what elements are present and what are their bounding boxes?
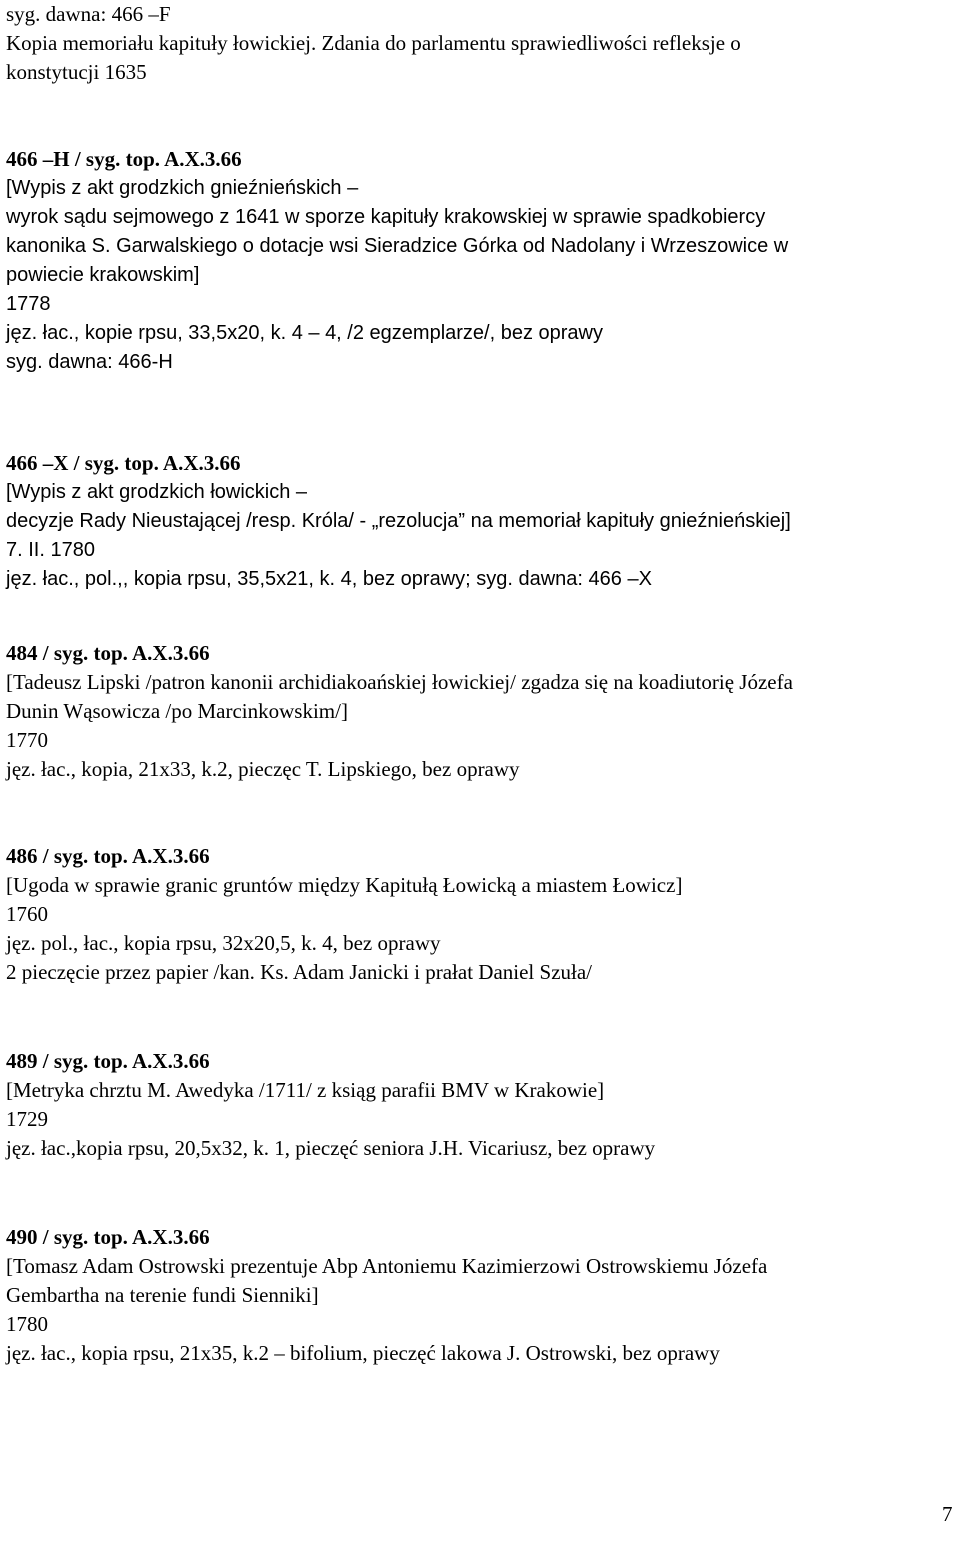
entry-line: konstytucji 1635 (6, 60, 147, 84)
entry-line: syg. dawna: 466-H (6, 351, 173, 373)
entry-line: [Wypis z akt grodzkich gnieźnieńskich – (6, 177, 359, 199)
catalog-entry (6, 1047, 951, 1163)
entry-line: jęz. łac., kopia rpsu, 21x35, k.2 – bifolium, pieczęć lakowa J. Ostrowski, bez oprawy (6, 1341, 720, 1365)
catalog-entry (6, 145, 951, 377)
entry-line: kanonika S. Garwalskiego o dotacje wsi Sieradzice Górka od Nadolany i Wrzeszowice w (6, 235, 789, 257)
catalog-entry (6, 639, 951, 784)
entry-line: [Tadeusz Lipski /patron kanonii archidiakoańskiej łowickiej/ zgadza się na koadiutorię Józefa (6, 670, 793, 694)
entry-line: Kopia memoriału kapituły łowickiej. Zdania do parlamentu sprawiedliwości refleksje o (6, 31, 741, 55)
entry-line: jęz. łac., kopie rpsu, 33,5x20, k. 4 – 4, /2 egzemplarze/, bez oprawy (6, 322, 603, 344)
entry-line: jęz. pol., łac., kopia rpsu, 32x20,5, k. 4, bez oprawy (6, 931, 441, 955)
entry-line: 1778 (6, 293, 51, 315)
entry-line: [Tomasz Adam Ostrowski prezentuje Abp Antoniemu Kazimierzowi Ostrowskiemu Józefa (6, 1254, 768, 1278)
entry-line: [Metryka chrztu M. Awedyka /1711/ z ksiąg parafii BMV w Krakowie] (6, 1078, 605, 1102)
entry-line: jęz. łac., kopia, 21x33, k.2, pieczęc T. Lipskiego, bez oprawy (6, 757, 520, 781)
entry-header: 490 / syg. top. A.X.3.66 (6, 1225, 210, 1249)
entry-header: 466 –H / syg. top. A.X.3.66 (6, 147, 242, 171)
document-page (6, 0, 951, 1368)
entry-line: jęz. łac., pol.,, kopia rpsu, 35,5x21, k. 4, bez oprawy; syg. dawna: 466 –X (6, 568, 652, 590)
entry-line: [Ugoda w sprawie granic gruntów między Kapitułą Łowicką a miastem Łowicz] (6, 873, 683, 897)
page-number: 7 (942, 1502, 953, 1526)
entry-header: 484 / syg. top. A.X.3.66 (6, 641, 210, 665)
entry-line: wyrok sądu sejmowego z 1641 w sporze kapituły krakowskiej w sprawie spadkobiercy (6, 206, 766, 228)
entry-header: 466 –X / syg. top. A.X.3.66 (6, 451, 241, 475)
entry-line: syg. dawna: 466 –F (6, 2, 171, 26)
entry-line: Gembartha na terenie fundi Sienniki] (6, 1283, 319, 1307)
entry-header: 489 / syg. top. A.X.3.66 (6, 1049, 210, 1073)
entry-line: 1770 (6, 728, 48, 752)
catalog-entry (6, 449, 951, 594)
entry-line: 1780 (6, 1312, 48, 1336)
catalog-entry (6, 1223, 951, 1368)
catalog-entry-continuation (6, 0, 951, 87)
entry-line: decyzje Rady Nieustającej /resp. Króla/ - „rezolucja” na memoriał kapituły gnieźnieńskiej] (6, 510, 791, 532)
catalog-entry (6, 842, 951, 987)
entry-line: 2 pieczęcie przez papier /kan. Ks. Adam Janicki i prałat Daniel Szuła/ (6, 960, 593, 984)
entry-line: [Wypis z akt grodzkich łowickich – (6, 481, 308, 503)
entry-line: 1760 (6, 902, 48, 926)
entry-line: 7. II. 1780 (6, 539, 95, 561)
entry-line: jęz. łac.,kopia rpsu, 20,5x32, k. 1, pieczęć seniora J.H. Vicariusz, bez oprawy (6, 1136, 656, 1160)
entry-header: 486 / syg. top. A.X.3.66 (6, 844, 210, 868)
entry-line: 1729 (6, 1107, 48, 1131)
entry-line: Dunin Wąsowicza /po Marcinkowskim/] (6, 699, 348, 723)
entry-line: powiecie krakowskim] (6, 264, 200, 286)
